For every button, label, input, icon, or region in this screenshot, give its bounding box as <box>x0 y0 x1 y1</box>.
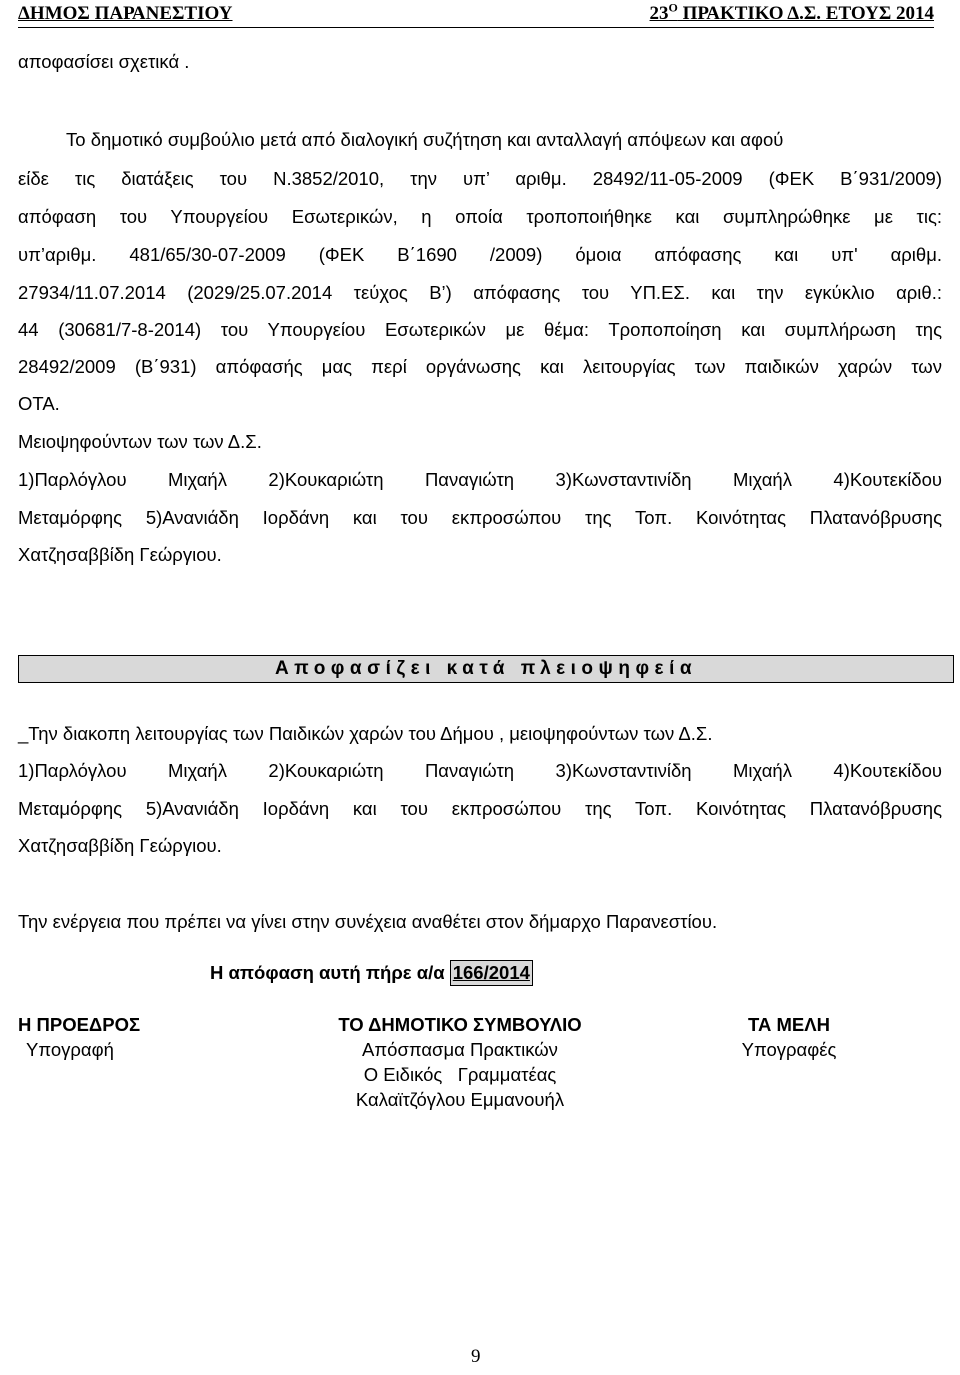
signature-president <box>18 1012 140 1062</box>
paragraph-line: 27934/11.07.2014 (2029/25.07.2014 τεύχος Β’) απόφασης του ΥΠ.ΕΣ. και την εγκύκλιο αριθ.: <box>18 282 942 303</box>
signature-members <box>724 1012 854 1062</box>
intro-text: αποφασίσει σχετικά . <box>18 51 190 72</box>
page-header <box>0 0 960 32</box>
council-extract: Απόσπασμα Πρακτικών <box>362 1039 558 1060</box>
assignment-text: Την ενέργεια που πρέπει να γίνει στην συνέχεια αναθέτει στον δήμαρχο Παρανεστίου. <box>18 911 718 932</box>
municipality-name: ΔΗΜΟΣ ΠΑΡΑΝΕΣΤΙΟΥ <box>18 3 233 24</box>
minority-line: Μεταμόρφης 5)Ανανιάδη Ιορδάνη και του εκπροσώπου της Τοπ. Κοινότητας Πλατανόβρυσης <box>18 507 942 528</box>
president-signature: Υπογραφή <box>26 1039 114 1060</box>
decision-number-value: 166/2014 <box>450 960 533 986</box>
council-secretary-name: Καλαϊτζόγλου Εμμανουήλ <box>355 1089 565 1110</box>
paragraph-line: υπ’αριθμ. 481/65/30-07-2009 (ΦΕΚ Β΄1690 /2009) όμοια απόφασης και υπ' αριθμ. <box>18 244 942 265</box>
minority-line: 1)Παρλόγλου Μιχαήλ 2)Κουκαριώτη Παναγιώτη 3)Κωνσταντινίδη Μιχαήλ 4)Κουτεκίδου <box>18 469 942 490</box>
signature-council <box>280 1012 640 1112</box>
council-secretary-title: Ο Ειδικός Γραμματέας <box>363 1064 557 1085</box>
paragraph-line: ΟΤΑ. <box>18 393 60 414</box>
paragraph-line: 44 (30681/7-8-2014) του Υπουργείου Εσωτερικών με θέμα: Τροποποίηση και συμπλήρωση της <box>18 319 942 340</box>
president-title: Η ΠΡΟΕΔΡΟΣ <box>18 1014 141 1035</box>
minority-line: 1)Παρλόγλου Μιχαήλ 2)Κουκαριώτη Παναγιώτη 3)Κωνσταντινίδη Μιχαήλ 4)Κουτεκίδου <box>18 760 942 781</box>
page-number: 9 <box>471 1346 481 1367</box>
paragraph-line: Το δημοτικό συμβούλιο μετά από διαλογική συζήτηση και ανταλλαγή απόψεων και αφού <box>66 129 784 150</box>
members-title: ΤΑ ΜΕΛΗ <box>748 1014 830 1035</box>
minority-line: Μεταμόρφης 5)Ανανιάδη Ιορδάνη και του εκπροσώπου της Τοπ. Κοινότητας Πλατανόβρυσης <box>18 798 942 819</box>
decision-banner: Αποφασίζει κατά πλειοψηφεία <box>18 655 954 683</box>
members-signatures: Υπογραφές <box>741 1039 837 1060</box>
minority-label: Μειοψηφούντων των των Δ.Σ. <box>18 431 262 452</box>
header-rule <box>18 27 934 28</box>
paragraph-line: απόφαση του Υπουργείου Εσωτερικών, η οποία τροποποιήθηκε και συμπληρώθηκε με τις: <box>18 206 942 227</box>
minutes-title: $23^O$ ΠΡΑΚΤΙΚΟ Δ.Σ. ΕΤΟΥΣ 2014 <box>649 0 934 24</box>
minority-line: Χατζησαββίδη Γεώργιου. <box>18 544 222 565</box>
minority-line: Χατζησαββίδη Γεώργιου. <box>18 835 222 856</box>
paragraph-line: 28492/2009 (Β΄931) απόφασής μας περί οργάνωσης και λειτουργίας των παιδικών χαρών των <box>18 356 942 377</box>
paragraph-line: είδε τις διατάξεις του Ν.3852/2010, την υπ’ αριθμ. 28492/11-05-2009 (ΦΕΚ Β΄931/2009) <box>18 168 942 189</box>
decision-number: Η απόφαση αυτή πήρε α/α 166/2014 <box>210 960 533 986</box>
council-title: ΤΟ ΔΗΜΟΤΙΚΟ ΣΥΜΒΟΥΛΙΟ <box>338 1014 582 1035</box>
decision-line: _Την διακοπη λειτουργίας των Παιδικών χαρών του Δήμου , μειοψηφούντων των Δ.Σ. <box>18 723 713 744</box>
